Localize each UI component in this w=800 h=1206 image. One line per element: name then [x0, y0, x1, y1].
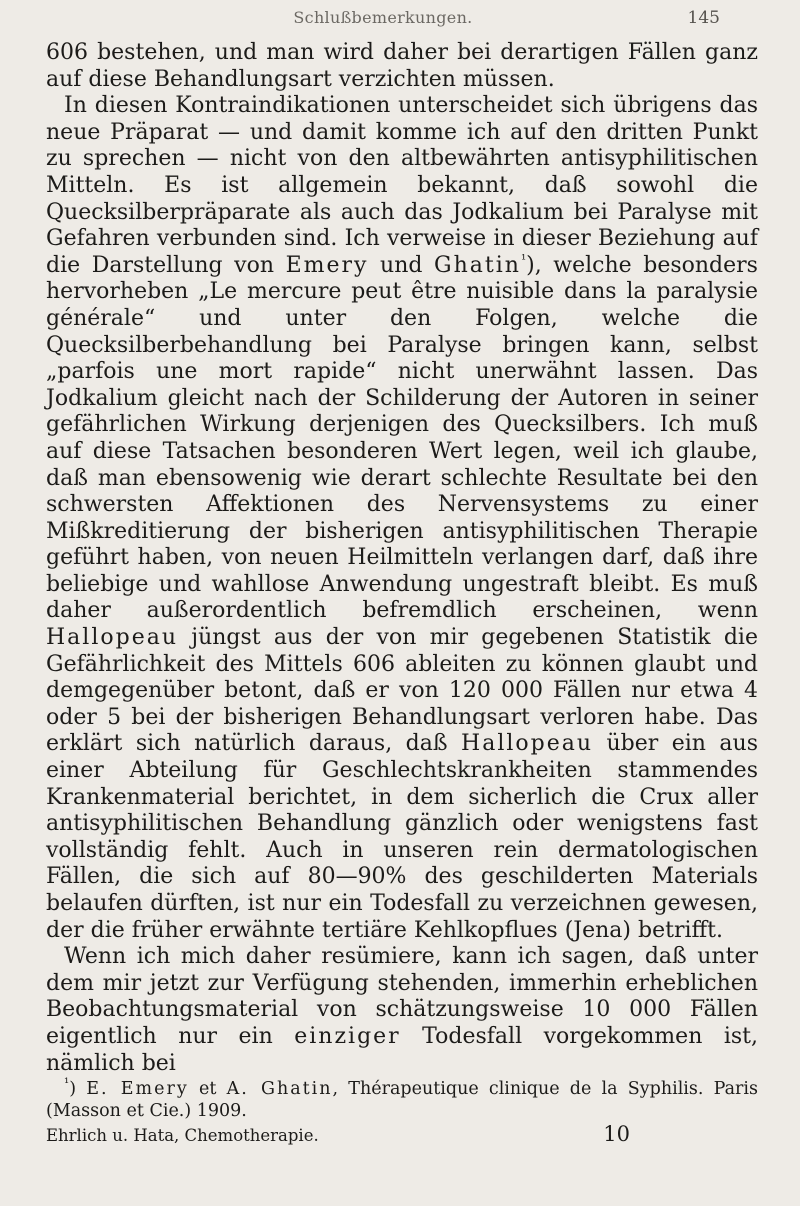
text-run: über ein aus einer Abteilung für Geschlechtskrankheiten stammendes Krankenmaterial berichtet, in dem sicherlich die Crux aller antisyphilitischen Behandlung gänzlich oder wenigstens fast vollständig fehlt. Auch in unseren rein dermatologischen Fällen, die sich auf 80—90% des geschilderten Materials belaufen dürften, ist nur ein Todesfall zu verzeichnen gewesen, der die früher erwähnte tertiäre Kehlkopflues (Jena) betrifft.	[46, 731, 758, 943]
paragraph-3	[46, 944, 758, 1077]
footnote-1	[46, 1078, 758, 1122]
text-run: jüngst aus der von mir gegebenen Statistik die Gefährlichkeit des Mittels 606 ableiten zu können glaubt und demgegenüber betont, daß er von 120 000 Fällen nur etwa 4 oder 5 bei der bisherigen Behandlungsart verloren habe. Das erklärt sich natürlich daraus, daß	[46, 625, 758, 757]
author-name: Emery	[285, 252, 369, 278]
author-name: Hallopeau	[46, 625, 179, 651]
footnotes	[46, 1078, 758, 1122]
text-run: 606 bestehen, und man wird daher bei derartigen Fällen ganz auf diese Behandlungsart verzichten müssen.	[46, 40, 758, 92]
signature-text: Ehrlich u. Hata, Chemotherapie.	[46, 1126, 319, 1145]
author-name: A. Ghatin	[226, 1079, 333, 1099]
text-run: Todesfall vorgekommen ist, nämlich bei	[46, 1023, 758, 1076]
running-title: Schlußbemerkungen.	[293, 8, 473, 27]
author-name: Ghatin	[434, 252, 521, 278]
text-run: und	[368, 252, 435, 278]
author-name: Hallopeau	[461, 731, 594, 757]
page-number: 145	[687, 8, 720, 28]
text-run: )	[69, 1079, 87, 1099]
running-head	[46, 4, 720, 34]
text-run: et	[188, 1079, 227, 1099]
body-text	[46, 40, 758, 1077]
signature-line	[46, 1122, 630, 1146]
footnote-marker: ¹	[64, 1076, 70, 1092]
footnote-marker: ¹	[520, 252, 527, 268]
text-run: In diesen Kontraindikationen unterscheidet sich übrigens das neue Präparat — und damit komme ich auf den dritten Punkt zu sprechen — nicht von den altbewährten antisyphilitischen Mitteln. Es ist allgemein bekannt, daß sowohl die Quecksilberpräparate als auch das Jodkalium bei Paralyse mit Gefahren verbunden sind. Ich verweise in dieser Beziehung auf die Darstellung von	[46, 93, 758, 278]
paragraph-2	[46, 93, 758, 944]
text-run: , Thérapeutique clinique de la Syphilis. Paris (Masson et Cie.) 1909.	[46, 1079, 759, 1121]
text-run: ), welche besonders hervorheben „Le mercure peut être nuisible dans la paralysie générale“ und unter den Folgen, welche die Quecksilberbehandlung bei Paralyse bringen kann, selbst „parfois une mort rapide“ nicht unerwähnt lassen. Das Jodkalium gleicht nach der Schilderung der Autoren in seiner gefährlichen Wirkung derjenigen des Quecksilbers. Ich muß auf diese Tatsachen besonderen Wert legen, weil ich glaube, daß man ebensowenig wie derart schlechte Resultate bei den schwersten Affektionen des Nervensystems zu einer Mißkreditierung der bisherigen antisyphilitischen Therapie geführt haben, von neuen Heilmitteln verlangen darf, daß ihre beliebige und wahllose Anwendung ungestraft bleibt. Es muß daher außerordentlich befremdlich erscheinen, wenn	[46, 252, 758, 624]
sheet-number: 10	[603, 1122, 630, 1146]
author-name: E. Emery	[86, 1079, 189, 1099]
author-name: einziger	[294, 1023, 401, 1049]
text-run: Wenn ich mich daher resümiere, kann ich sagen, daß unter dem mir jetzt zur Verfügung stehenden, immerhin erheblichen Beobachtungsmaterial von schätzungsweise 10 000 Fällen eigentlich nur ein	[46, 944, 758, 1049]
paragraph-1	[46, 40, 758, 93]
